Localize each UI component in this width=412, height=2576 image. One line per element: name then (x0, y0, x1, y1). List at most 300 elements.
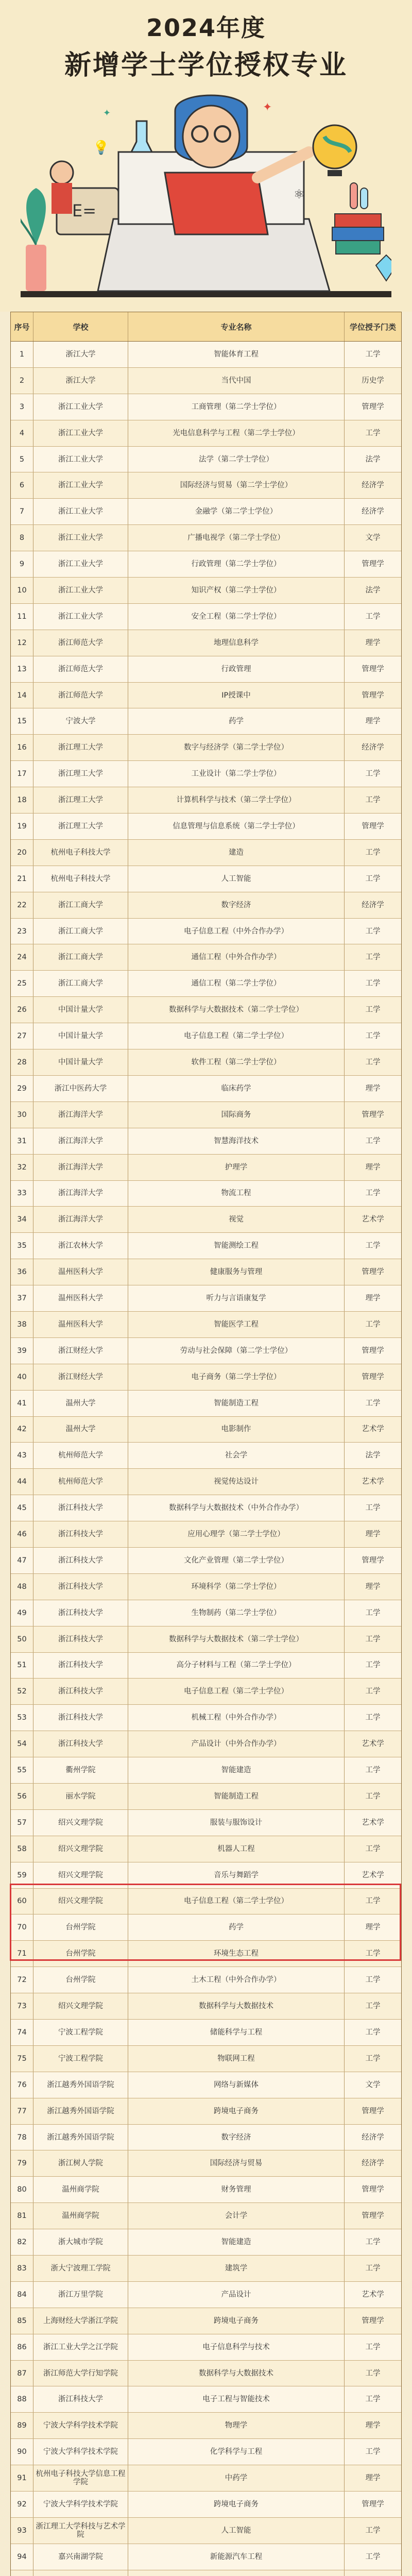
cell-school: 浙江师范大学 (33, 630, 128, 656)
cell-school: 浙江工商大学 (33, 971, 128, 996)
cell-degree: 工学 (365, 429, 381, 437)
header-year: 2024年度 (146, 14, 266, 42)
cell-major: 数字与经济学（第二学士学位） (128, 735, 345, 760)
cell-index: 47 (11, 1548, 33, 1573)
cell-school: 绍兴文理学院 (33, 1836, 128, 1862)
cell-major: 软件工程（第二学士学位） (128, 1049, 345, 1075)
cell-index: 17 (11, 761, 33, 787)
table-row (11, 1679, 401, 1705)
col-header-school: 学校 (33, 312, 128, 341)
table-row (11, 971, 401, 997)
cell-major: 数据科学与大数据技术（第二学士学位） (128, 1626, 345, 1652)
cell-school: 浙江工业大学 (33, 447, 128, 472)
cell-major: 视觉传达设计 (128, 1469, 345, 1495)
cell-index: 42 (11, 1417, 33, 1443)
cell-degree: 法学 (365, 1451, 381, 1460)
cell-index: 26 (11, 997, 33, 1023)
table-row (11, 683, 401, 709)
cell-degree: 管理学 (362, 2500, 384, 2509)
cell-degree: 工学 (365, 1792, 381, 1801)
cell-degree: 工学 (365, 2395, 381, 2404)
cell-school: 浙江工业大学 (33, 499, 128, 524)
cell-degree: 工学 (365, 874, 381, 883)
cell-major: 化学科学与工程 (128, 2439, 345, 2465)
cell-school: 浙江工商大学 (33, 944, 128, 970)
cell-school: 浙江工业大学 (33, 420, 128, 446)
cell-school: 浙江海洋大学 (33, 1102, 128, 1128)
cell-degree: 艺术学 (362, 1740, 384, 1749)
cell-index: 50 (11, 1626, 33, 1652)
cell-index: 80 (11, 2177, 33, 2202)
cell-degree: 管理学 (362, 822, 384, 831)
cell-major: 服装与服饰设计 (128, 1810, 345, 1836)
cell-index: 59 (11, 1862, 33, 1888)
cell-index: 76 (11, 2072, 33, 2098)
cell-school: 浙江工业大学 (33, 394, 128, 420)
desk-line (21, 291, 391, 297)
cell-index: 23 (11, 919, 33, 944)
cell-school: 丽水学院 (33, 1784, 128, 1809)
teacher-figure-icon (50, 161, 118, 234)
cell-major: 社会学 (128, 1443, 345, 1468)
cell-index: 57 (11, 1810, 33, 1836)
cell-major: 劳动与社会保障（第二学士学位） (128, 1338, 345, 1364)
cell-major: 数据科学与大数据技术（第二学士学位） (128, 997, 345, 1023)
cell-school: 浙江中医药大学 (33, 1076, 128, 1101)
cell-degree (345, 2570, 401, 2576)
cell-school: 浙江树人学院 (33, 2150, 128, 2176)
table-row (11, 2203, 401, 2229)
cell-school: 杭州电子科技大学 (33, 840, 128, 866)
col-header-index: 序号 (11, 312, 33, 341)
cell-index: 40 (11, 1364, 33, 1390)
col-header-degree: 学位授予门类 (349, 322, 396, 332)
cell-degree: 工学 (365, 1661, 381, 1670)
table-row (11, 1731, 401, 1757)
cell-major: 广播电视学（第二学士学位） (128, 525, 345, 551)
cell-school: 杭州师范大学 (33, 1469, 128, 1495)
table-row (11, 2308, 401, 2334)
table-row (11, 2570, 401, 2576)
cell-school: 浙江工商大学 (33, 919, 128, 944)
cell-index: 5 (11, 447, 33, 472)
cell-school: 浙江科技大学 (33, 1653, 128, 1679)
cell-major: 人工智能 (128, 866, 345, 892)
cell-degree: 经济学 (362, 901, 384, 909)
cell-school: 宁波大学科学技术学院 (33, 2439, 128, 2465)
cell-school: 浙江科技大学 (33, 1731, 128, 1757)
cell-degree: 理学 (365, 1530, 381, 1539)
cell-index: 19 (11, 814, 33, 839)
cell-major: 计算机科学与技术（第二学士学位） (128, 787, 345, 813)
cell-school: 浙江理工大学 (33, 761, 128, 787)
table-row (11, 1889, 401, 1915)
table-row (11, 1967, 401, 1993)
cell-degree: 工学 (365, 1766, 381, 1775)
cell-school: 浙江海洋大学 (33, 1207, 128, 1232)
globe-icon (313, 125, 356, 176)
cell-degree: 工学 (365, 1714, 381, 1722)
table-row (11, 499, 401, 525)
lightbulb-icon: 💡 (93, 140, 110, 156)
cell-major: 产品设计 (128, 2282, 345, 2308)
cell-index: 34 (11, 1207, 33, 1232)
table-row (11, 1914, 401, 1941)
table-row (11, 1548, 401, 1574)
table-row (11, 1207, 401, 1233)
cell-index: 54 (11, 1731, 33, 1757)
cell-index: 94 (11, 2544, 33, 2570)
cell-index: 45 (11, 1495, 33, 1521)
cell-degree: 管理学 (362, 1268, 384, 1277)
cell-index: 1 (11, 342, 33, 367)
cell-index: 24 (11, 944, 33, 970)
cell-index: 31 (11, 1128, 33, 1154)
cell-degree: 经济学 (362, 2159, 384, 2168)
cell-school: 绍兴文理学院 (33, 1862, 128, 1888)
cell-degree: 历史学 (362, 376, 384, 385)
table-row (11, 1285, 401, 1312)
cell-index: 28 (11, 1049, 33, 1075)
cell-index: 4 (11, 420, 33, 446)
table-row (11, 2256, 401, 2282)
table-row (11, 1521, 401, 1548)
cell-major: 金融学（第二学士学位） (128, 499, 345, 524)
cell-index: 2 (11, 368, 33, 394)
cell-index: 41 (11, 1391, 33, 1416)
cell-index: 44 (11, 1469, 33, 1495)
cell-major: 智能医学工程 (128, 1312, 345, 1337)
cell-major: 当代中国 (128, 368, 345, 394)
table-row (11, 656, 401, 683)
cell-degree: 工学 (365, 796, 381, 805)
cell-degree: 管理学 (362, 691, 384, 700)
cell-school: 浙江师范大学 (33, 683, 128, 708)
table-row (11, 997, 401, 1023)
table-row (11, 1574, 401, 1600)
cell-degree: 工学 (365, 1897, 381, 1906)
cell-degree: 理学 (365, 1084, 381, 1093)
cell-index: 25 (11, 971, 33, 996)
table-row (11, 944, 401, 971)
cell-major: 数据科学与大数据技术 (128, 2361, 345, 2386)
cell-index: 84 (11, 2282, 33, 2308)
cell-major: 护理学 (128, 1155, 345, 1180)
cell-school: 杭州电子科技大学信息工程学院 (33, 2465, 128, 2491)
cell-degree: 工学 (365, 927, 381, 936)
table-row (11, 1181, 401, 1207)
table-row (11, 1626, 401, 1653)
cell-school: 宁波工程学院 (33, 2046, 128, 2072)
cell-degree: 工学 (365, 2343, 381, 2351)
cell-major: 物联网工程 (128, 2046, 345, 2072)
table-row (11, 394, 401, 420)
cell-index: 52 (11, 1679, 33, 1704)
cell-index: 73 (11, 1993, 33, 2019)
illustration-person-at-laptop (21, 90, 391, 307)
cell-school: 宁波大学 (33, 708, 128, 734)
cell-major: 跨境电子商务 (128, 2308, 345, 2334)
cell-major: 国际经济与贸易（第二学士学位） (128, 472, 345, 498)
cell-degree: 法学 (365, 586, 381, 595)
table-row (11, 814, 401, 840)
table-row (11, 2413, 401, 2439)
table-row (11, 1259, 401, 1285)
table-row (11, 2361, 401, 2387)
table-row (11, 1810, 401, 1836)
table-row (11, 447, 401, 473)
cell-degree: 工学 (365, 2552, 381, 2561)
cell-index: 32 (11, 1155, 33, 1180)
cell-school: 宁波大学科学技术学院 (33, 2492, 128, 2517)
cell-major: 视觉 (128, 1207, 345, 1232)
cell-index: 48 (11, 1574, 33, 1600)
cell-school: 浙江理工大学科技与艺术学院 (33, 2518, 128, 2544)
cell-degree: 工学 (365, 2526, 381, 2535)
cell-major: 电子信息科学与技术 (128, 2334, 345, 2360)
table-row (11, 1023, 401, 1049)
cell-major: 物流工程 (128, 1181, 345, 1207)
page-title: 新增学士学位授权专业 (64, 50, 348, 81)
cell-major: 文化产业管理（第二学士学位） (128, 1548, 345, 1573)
cell-degree: 工学 (365, 1058, 381, 1066)
cell-school: 浙江海洋大学 (33, 1155, 128, 1180)
table-row (11, 1836, 401, 1862)
cell-major: 高分子材料与工程（第二学士学位） (128, 1653, 345, 1679)
table-row (11, 2465, 401, 2492)
cell-degree: 经济学 (362, 743, 384, 752)
test-tube-icon (350, 183, 368, 209)
cell-degree: 工学 (365, 1006, 381, 1014)
cell-degree: 法学 (365, 455, 381, 464)
cell-school: 浙江科技大学 (33, 1495, 128, 1521)
cell-school: 中国计量大学 (33, 1023, 128, 1049)
table-row (11, 1993, 401, 2020)
cell-index: 89 (11, 2413, 33, 2438)
table-row (11, 1862, 401, 1889)
cell-major: 工商管理（第二学士学位） (128, 394, 345, 420)
cell-index: 43 (11, 1443, 33, 1468)
cell-index: 82 (11, 2229, 33, 2255)
cell-major: 通信工程（第二学士学位） (128, 971, 345, 996)
table-row (11, 2518, 401, 2544)
cell-index: 90 (11, 2439, 33, 2465)
cell-index: 53 (11, 1705, 33, 1731)
cell-degree: 工学 (365, 2369, 381, 2378)
cell-school: 浙大城市学院 (33, 2229, 128, 2255)
cell-major: 产品设计（中外合作办学） (128, 1731, 345, 1757)
cell-major: 生物制药（第二学士学位） (128, 1600, 345, 1626)
cell-degree: 经济学 (362, 2133, 384, 2142)
table-row (11, 919, 401, 945)
cell-school: 浙江农林大学 (33, 1233, 128, 1259)
cell-school: 浙江工业大学 (33, 578, 128, 603)
cell-index: 51 (11, 1653, 33, 1679)
cell-index: 38 (11, 1312, 33, 1337)
cell-degree: 管理学 (362, 1556, 384, 1565)
cell-major: 机器人工程 (128, 1836, 345, 1862)
cell-major: 国际经济与贸易 (128, 2150, 345, 2176)
cell-index: 71 (11, 1941, 33, 1967)
cell-degree: 工学 (365, 2002, 381, 2011)
cell-index: 37 (11, 1285, 33, 1311)
cell-major: 药学 (128, 1914, 345, 1940)
majors-table (10, 312, 402, 2576)
cell-index: 16 (11, 735, 33, 760)
table-row (11, 2150, 401, 2177)
cell-index: 92 (11, 2492, 33, 2517)
cell-major (128, 2570, 345, 2576)
cell-major: 机械工程（中外合作办学） (128, 1705, 345, 1731)
table-row (11, 761, 401, 787)
cell-school: 台州学院 (33, 1914, 128, 1940)
cell-degree: 管理学 (362, 2185, 384, 2194)
cell-school: 浙江财经大学 (33, 1338, 128, 1364)
cell-degree: 理学 (365, 1923, 381, 1932)
table-row (11, 2334, 401, 2361)
cell-index: 35 (11, 1233, 33, 1259)
cell-index: 91 (11, 2465, 33, 2491)
cell-major: 智能制造工程 (128, 1784, 345, 1809)
cell-major: 跨境电子商务 (128, 2098, 345, 2124)
table-row (11, 2098, 401, 2125)
cell-degree: 管理学 (362, 402, 384, 411)
cell-school: 浙江工业大学 (33, 604, 128, 630)
cell-major: 环境科学（第二学士学位） (128, 1574, 345, 1600)
table-row (11, 1338, 401, 1364)
cell-school: 温州医科大学 (33, 1259, 128, 1285)
atom-icon: ⚛ (294, 187, 305, 201)
col-header-major: 专业名称 (128, 312, 345, 341)
cell-school: 浙江工业大学 (33, 472, 128, 498)
table-row (11, 2282, 401, 2308)
cell-index: 10 (11, 578, 33, 603)
cell-major: 物理学 (128, 2413, 345, 2438)
cell-school: 嘉兴南湖学院 (33, 2544, 128, 2570)
table-row (11, 2046, 401, 2072)
table-row (11, 1391, 401, 1417)
table-row (11, 1757, 401, 1784)
cell-index: 87 (11, 2361, 33, 2386)
cell-major: 人工智能 (128, 2518, 345, 2544)
cell-school: 浙江工业大学之江学院 (33, 2334, 128, 2360)
cell-major: 智能制造工程 (128, 1391, 345, 1416)
cell-degree: 文学 (365, 2080, 381, 2089)
cell-school: 温州大学 (33, 1391, 128, 1416)
cell-index: 79 (11, 2150, 33, 2176)
table-row (11, 1495, 401, 1521)
cell-school: 温州商学院 (33, 2177, 128, 2202)
cell-degree: 工学 (365, 1504, 381, 1513)
cell-school: 浙江大学 (33, 368, 128, 394)
cell-major: 知识产权（第二学士学位） (128, 578, 345, 603)
cell-degree: 艺术学 (362, 2290, 384, 2299)
cell-index: 81 (11, 2203, 33, 2229)
table-row (11, 2229, 401, 2256)
cell-index: 3 (11, 394, 33, 420)
cell-degree: 文学 (365, 534, 381, 543)
table-row (11, 2072, 401, 2098)
table-row (11, 1469, 401, 1495)
cell-major: 电子信息工程（中外合作办学） (128, 919, 345, 944)
cell-major: 网络与新媒体 (128, 2072, 345, 2098)
cell-school: 绍兴文理学院 (33, 1993, 128, 2019)
cell-index: 7 (11, 499, 33, 524)
cell-major: 信息管理与信息系统（第二学士学位） (128, 814, 345, 839)
cell-school: 浙江师范大学 (33, 656, 128, 682)
cell-degree: 工学 (365, 1189, 381, 1198)
cell-degree: 理学 (365, 1163, 381, 1172)
table-row (11, 420, 401, 447)
cell-index: 74 (11, 2020, 33, 2045)
cell-major: 数据科学与大数据技术（中外合作办学） (128, 1495, 345, 1521)
cell-index: 75 (11, 2046, 33, 2072)
cell-major: 通信工程（中外合作办学） (128, 944, 345, 970)
cell-school: 浙江科技大学 (33, 1521, 128, 1547)
cell-degree: 工学 (365, 979, 381, 988)
cell-degree: 理学 (365, 717, 381, 726)
table-row (11, 368, 401, 394)
table-row (11, 1049, 401, 1076)
cell-school: 浙江万里学院 (33, 2282, 128, 2308)
table-row (11, 787, 401, 814)
cell-school: 宁波大学科学技术学院 (33, 2413, 128, 2438)
cell-degree: 理学 (365, 1294, 381, 1302)
table-row (11, 578, 401, 604)
cell-school: 浙江理工大学 (33, 735, 128, 760)
table-row (11, 1417, 401, 1443)
cell-school: 中国计量大学 (33, 997, 128, 1023)
cell-school: 台州学院 (33, 1967, 128, 1993)
cell-degree: 工学 (365, 1320, 381, 1329)
cell-major: 听力与言语康复学 (128, 1285, 345, 1311)
table-row (11, 551, 401, 578)
cell-school: 浙江科技大学 (33, 1600, 128, 1626)
table-row (11, 1233, 401, 1259)
cell-degree: 工学 (365, 953, 381, 962)
cell-major: 药学 (128, 708, 345, 734)
table-row (11, 2125, 401, 2151)
cell-index: 12 (11, 630, 33, 656)
cell-major: 智能建造 (128, 1757, 345, 1783)
cell-index: 21 (11, 866, 33, 892)
table-row (11, 840, 401, 866)
table-row (11, 1312, 401, 1338)
cell-index: 86 (11, 2334, 33, 2360)
cell-major: 智能体育工程 (128, 342, 345, 367)
cell-school: 中国计量大学 (33, 1049, 128, 1075)
cell-school: 浙江科技大学 (33, 1705, 128, 1731)
cell-index: 60 (11, 1889, 33, 1914)
cell-degree: 理学 (365, 638, 381, 647)
cell-index: 46 (11, 1521, 33, 1547)
cell-major: 跨境电子商务 (128, 2492, 345, 2517)
table-row (11, 525, 401, 551)
cell-degree: 工学 (365, 1687, 381, 1696)
cell-degree: 工学 (365, 770, 381, 778)
cell-school: 浙江海洋大学 (33, 1128, 128, 1154)
cell-major: 建造 (128, 840, 345, 866)
cell-school: 宁波工程学院 (33, 2020, 128, 2045)
cell-index: 77 (11, 2098, 33, 2124)
cell-school: 浙江科技大学 (33, 1679, 128, 1704)
cell-school: 绍兴文理学院 (33, 1810, 128, 1836)
table-row (11, 708, 401, 735)
books-icon (332, 214, 384, 254)
cell-major: 环境生态工程 (128, 1941, 345, 1967)
cell-index: 39 (11, 1338, 33, 1364)
table-row (11, 2544, 401, 2570)
